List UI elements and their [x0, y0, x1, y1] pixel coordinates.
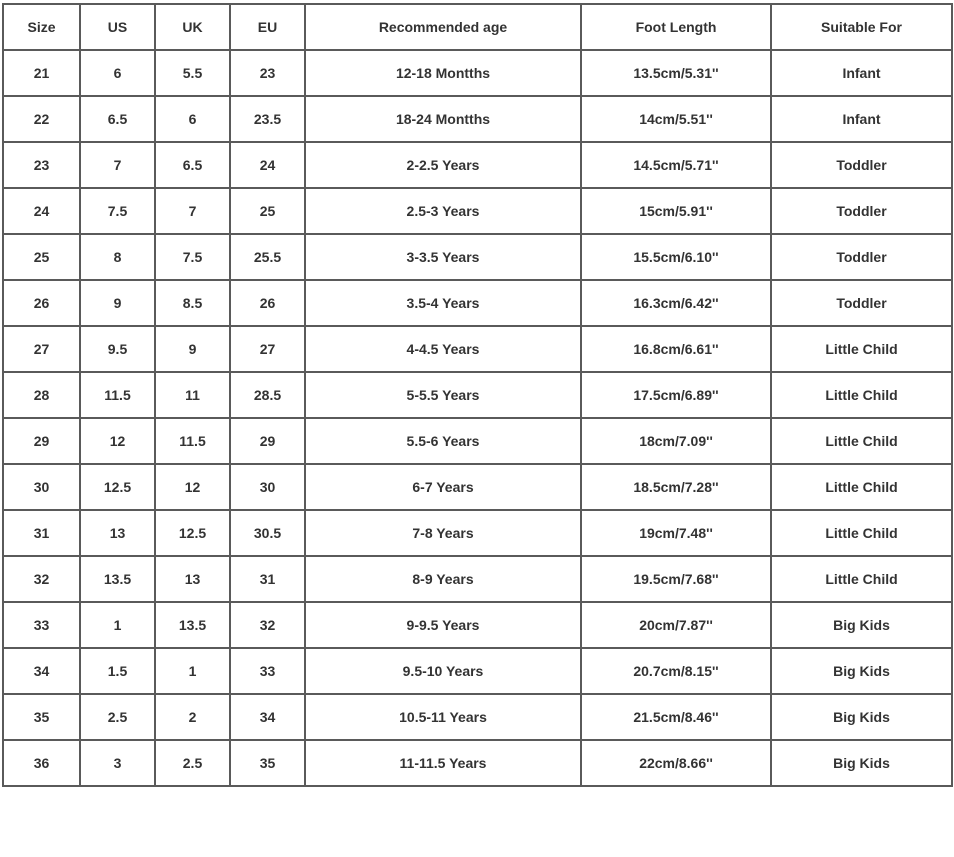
- cell-us: 7: [80, 142, 155, 188]
- cell-eu: 32: [230, 602, 305, 648]
- table-row: [3, 556, 952, 602]
- cell-suitable-for: Big Kids: [771, 648, 952, 694]
- cell-uk: 9: [155, 326, 230, 372]
- cell-eu: 25: [230, 188, 305, 234]
- cell-foot-length: 22cm/8.66'': [581, 740, 771, 786]
- cell-eu: 23: [230, 50, 305, 96]
- cell-recommended-age: 2-2.5 Years: [305, 142, 581, 188]
- table-body: [3, 4, 952, 786]
- table-row: [3, 648, 952, 694]
- cell-uk: 2: [155, 694, 230, 740]
- cell-us: 3: [80, 740, 155, 786]
- cell-uk: 1: [155, 648, 230, 694]
- table-row: [3, 418, 952, 464]
- cell-recommended-age: 5-5.5 Years: [305, 372, 581, 418]
- cell-foot-length: 15.5cm/6.10'': [581, 234, 771, 280]
- cell-us: 13: [80, 510, 155, 556]
- cell-foot-length: 21.5cm/8.46'': [581, 694, 771, 740]
- cell-uk: 8.5: [155, 280, 230, 326]
- cell-size: 33: [3, 602, 80, 648]
- cell-eu: 28.5: [230, 372, 305, 418]
- header-cell-recommended-age: Recommended age: [305, 4, 581, 50]
- header-cell-eu: EU: [230, 4, 305, 50]
- cell-eu: 25.5: [230, 234, 305, 280]
- cell-suitable-for: Big Kids: [771, 740, 952, 786]
- cell-us: 8: [80, 234, 155, 280]
- cell-suitable-for: Toddler: [771, 142, 952, 188]
- cell-recommended-age: 12-18 Montths: [305, 50, 581, 96]
- cell-us: 11.5: [80, 372, 155, 418]
- cell-eu: 29: [230, 418, 305, 464]
- cell-foot-length: 16.8cm/6.61'': [581, 326, 771, 372]
- size-chart-table: [2, 3, 953, 787]
- header-cell-us: US: [80, 4, 155, 50]
- cell-us: 6.5: [80, 96, 155, 142]
- table-header-row: [3, 4, 952, 50]
- cell-recommended-age: 6-7 Years: [305, 464, 581, 510]
- cell-suitable-for: Big Kids: [771, 694, 952, 740]
- cell-size: 30: [3, 464, 80, 510]
- cell-uk: 7: [155, 188, 230, 234]
- cell-uk: 11.5: [155, 418, 230, 464]
- cell-uk: 5.5: [155, 50, 230, 96]
- table-row: [3, 510, 952, 556]
- cell-recommended-age: 11-11.5 Years: [305, 740, 581, 786]
- table-row: [3, 602, 952, 648]
- cell-recommended-age: 2.5-3 Years: [305, 188, 581, 234]
- cell-suitable-for: Little Child: [771, 464, 952, 510]
- cell-suitable-for: Infant: [771, 96, 952, 142]
- cell-uk: 7.5: [155, 234, 230, 280]
- cell-foot-length: 14.5cm/5.71'': [581, 142, 771, 188]
- cell-us: 13.5: [80, 556, 155, 602]
- cell-us: 9.5: [80, 326, 155, 372]
- cell-uk: 6.5: [155, 142, 230, 188]
- cell-recommended-age: 8-9 Years: [305, 556, 581, 602]
- cell-suitable-for: Big Kids: [771, 602, 952, 648]
- cell-us: 1: [80, 602, 155, 648]
- cell-recommended-age: 9-9.5 Years: [305, 602, 581, 648]
- cell-suitable-for: Little Child: [771, 326, 952, 372]
- cell-eu: 30.5: [230, 510, 305, 556]
- cell-recommended-age: 3-3.5 Years: [305, 234, 581, 280]
- cell-foot-length: 15cm/5.91'': [581, 188, 771, 234]
- cell-eu: 30: [230, 464, 305, 510]
- cell-us: 12: [80, 418, 155, 464]
- cell-size: 24: [3, 188, 80, 234]
- cell-recommended-age: 4-4.5 Years: [305, 326, 581, 372]
- cell-size: 32: [3, 556, 80, 602]
- table-row: [3, 142, 952, 188]
- cell-uk: 2.5: [155, 740, 230, 786]
- cell-foot-length: 13.5cm/5.31'': [581, 50, 771, 96]
- cell-us: 2.5: [80, 694, 155, 740]
- table-row: [3, 694, 952, 740]
- cell-us: 9: [80, 280, 155, 326]
- cell-size: 26: [3, 280, 80, 326]
- cell-foot-length: 19cm/7.48'': [581, 510, 771, 556]
- cell-suitable-for: Toddler: [771, 234, 952, 280]
- cell-suitable-for: Little Child: [771, 556, 952, 602]
- table-row: [3, 464, 952, 510]
- cell-eu: 31: [230, 556, 305, 602]
- cell-foot-length: 14cm/5.51'': [581, 96, 771, 142]
- table-row: [3, 326, 952, 372]
- cell-size: 22: [3, 96, 80, 142]
- cell-suitable-for: Toddler: [771, 280, 952, 326]
- table-row: [3, 188, 952, 234]
- cell-uk: 13: [155, 556, 230, 602]
- cell-uk: 6: [155, 96, 230, 142]
- cell-suitable-for: Little Child: [771, 510, 952, 556]
- cell-size: 21: [3, 50, 80, 96]
- cell-suitable-for: Toddler: [771, 188, 952, 234]
- header-cell-suitable-for: Suitable For: [771, 4, 952, 50]
- cell-us: 1.5: [80, 648, 155, 694]
- cell-eu: 33: [230, 648, 305, 694]
- cell-eu: 26: [230, 280, 305, 326]
- cell-eu: 24: [230, 142, 305, 188]
- cell-us: 6: [80, 50, 155, 96]
- cell-foot-length: 16.3cm/6.42'': [581, 280, 771, 326]
- cell-uk: 11: [155, 372, 230, 418]
- cell-foot-length: 20.7cm/8.15'': [581, 648, 771, 694]
- cell-foot-length: 19.5cm/7.68'': [581, 556, 771, 602]
- table-row: [3, 96, 952, 142]
- cell-size: 27: [3, 326, 80, 372]
- cell-recommended-age: 10.5-11 Years: [305, 694, 581, 740]
- cell-size: 28: [3, 372, 80, 418]
- cell-size: 23: [3, 142, 80, 188]
- cell-foot-length: 18cm/7.09'': [581, 418, 771, 464]
- cell-size: 29: [3, 418, 80, 464]
- table-row: [3, 280, 952, 326]
- cell-recommended-age: 5.5-6 Years: [305, 418, 581, 464]
- cell-size: 34: [3, 648, 80, 694]
- cell-suitable-for: Infant: [771, 50, 952, 96]
- table-row: [3, 50, 952, 96]
- cell-us: 12.5: [80, 464, 155, 510]
- cell-size: 31: [3, 510, 80, 556]
- cell-us: 7.5: [80, 188, 155, 234]
- header-cell-uk: UK: [155, 4, 230, 50]
- cell-uk: 13.5: [155, 602, 230, 648]
- table-row: [3, 740, 952, 786]
- cell-recommended-age: 7-8 Years: [305, 510, 581, 556]
- header-cell-foot-length: Foot Length: [581, 4, 771, 50]
- table-row: [3, 372, 952, 418]
- cell-recommended-age: 18-24 Montths: [305, 96, 581, 142]
- cell-size: 36: [3, 740, 80, 786]
- cell-foot-length: 20cm/7.87'': [581, 602, 771, 648]
- header-cell-size: Size: [3, 4, 80, 50]
- cell-uk: 12: [155, 464, 230, 510]
- cell-eu: 35: [230, 740, 305, 786]
- cell-uk: 12.5: [155, 510, 230, 556]
- cell-suitable-for: Little Child: [771, 372, 952, 418]
- cell-foot-length: 18.5cm/7.28'': [581, 464, 771, 510]
- cell-eu: 34: [230, 694, 305, 740]
- cell-recommended-age: 9.5-10 Years: [305, 648, 581, 694]
- cell-suitable-for: Little Child: [771, 418, 952, 464]
- cell-eu: 23.5: [230, 96, 305, 142]
- cell-size: 25: [3, 234, 80, 280]
- cell-size: 35: [3, 694, 80, 740]
- cell-recommended-age: 3.5-4 Years: [305, 280, 581, 326]
- cell-eu: 27: [230, 326, 305, 372]
- table-row: [3, 234, 952, 280]
- cell-foot-length: 17.5cm/6.89'': [581, 372, 771, 418]
